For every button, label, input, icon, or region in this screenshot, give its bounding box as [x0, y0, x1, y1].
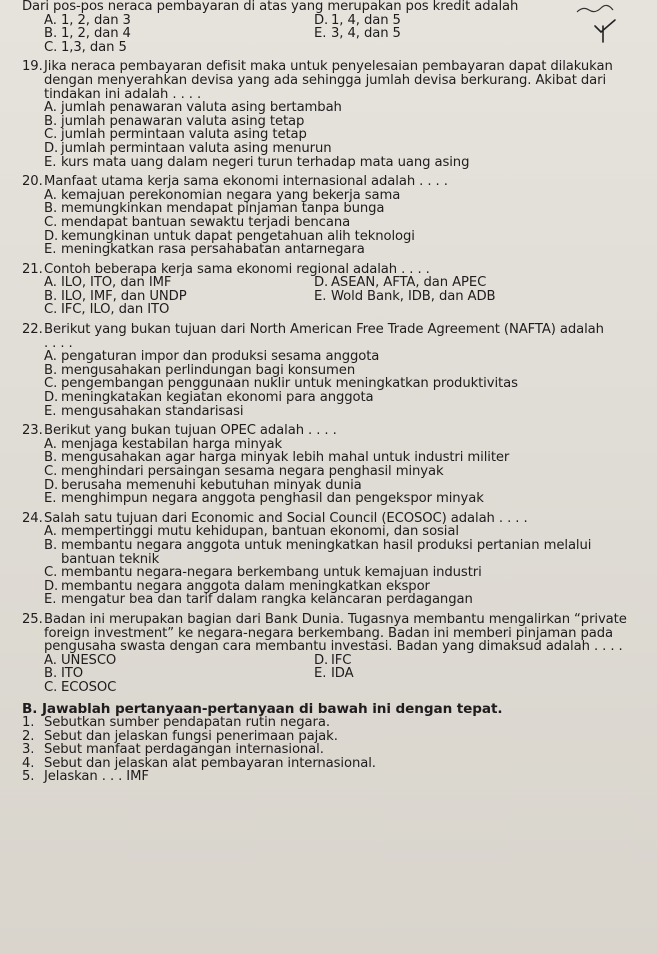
question-number: 20.: [22, 174, 43, 190]
question-25: [22, 613, 650, 695]
option-d[interactable]: D. IFC: [314, 652, 352, 668]
option-c[interactable]: C. IFC, ILO, dan ITO: [44, 302, 170, 318]
option-a[interactable]: A. jumlah penawaran valuta asing bertambah: [44, 100, 342, 116]
question-text: Dari pos-pos neraca pembayaran di atas yang merupakan pos kredit adalah: [22, 0, 519, 14]
question-22: [22, 323, 650, 418]
question-number: 25.: [22, 611, 43, 627]
option-a[interactable]: A. ILO, ITO, dan IMF: [44, 275, 172, 291]
question-text: Badan ini merupakan bagian dari Bank Dunia. Tugasnya membantu mengalirkan “private: [44, 611, 627, 627]
question-18-tail: [22, 0, 650, 54]
option-e[interactable]: E. kurs mata uang dalam negeri turun terhadap mata uang asing: [44, 154, 470, 170]
section-b-heading: B. Jawablah pertanyaan-pertanyaan di bawah ini dengan tepat.: [22, 700, 503, 717]
option-d[interactable]: D. jumlah permintaan valuta asing menurun: [44, 140, 332, 156]
question-text: Jika neraca pembayaran defisit maka untuk penyelesaian pembayaran dapat dilakukan: [44, 59, 613, 75]
option-c[interactable]: C. menghindari persaingan sesama negara penghasil minyak: [44, 464, 444, 479]
question-text: . . . .: [44, 335, 73, 351]
question-21: [22, 263, 650, 317]
question-number: 24.: [22, 510, 43, 526]
option-e[interactable]: E. menghimpun negara anggota penghasil dan pengekspor minyak: [44, 491, 484, 507]
option-e[interactable]: E. 3, 4, dan 5: [314, 26, 401, 42]
essay-item: 3. Sebut manfaat perdagangan internasional.: [22, 742, 324, 758]
question-number: 23.: [22, 423, 43, 439]
question-text: foreign investment” ke negara-negara berkembang. Badan ini memberi pinjaman pada: [44, 625, 614, 641]
question-20: [22, 175, 650, 257]
option-a[interactable]: A. kemajuan perekonomian negara yang bekerja sama: [44, 187, 401, 203]
option-a[interactable]: A. 1, 2, dan 3: [44, 12, 131, 28]
option-b-continued: bantuan teknik: [61, 551, 160, 567]
option-c[interactable]: C. jumlah permintaan valuta asing tetap: [44, 127, 307, 143]
option-d[interactable]: D. kemungkinan untuk dapat pengetahuan alih teknologi: [44, 228, 415, 244]
question-23: [22, 424, 650, 506]
option-e[interactable]: E. meningkatkan rasa persahabatan antarnegara: [44, 242, 365, 258]
option-a[interactable]: A. mempertinggi mutu kehidupan, bantuan ekonomi, dan sosial: [44, 524, 459, 540]
option-d[interactable]: D. meningkatakan kegiatan ekonomi para anggota: [44, 390, 374, 406]
option-b[interactable]: B. memungkinkan mendapat pinjaman tanpa bunga: [44, 201, 385, 217]
question-text: Manfaat utama kerja sama ekonomi internasional adalah . . . .: [44, 174, 448, 190]
option-c[interactable]: C. ECOSOC: [44, 679, 117, 695]
essay-item: 1. Sebutkan sumber pendapatan rutin negara.: [22, 715, 330, 731]
option-b[interactable]: B. mengusahakan agar harga minyak lebih mahal untuk industri militer: [44, 450, 510, 466]
option-a[interactable]: A. menjaga kestabilan harga minyak: [44, 436, 283, 452]
question-number: 22.: [22, 322, 43, 338]
option-e[interactable]: E. mengatur bea dan tarif dalam rangka kelancaran perdagangan: [44, 592, 473, 608]
option-e[interactable]: E. Wold Bank, IDB, dan ADB: [314, 288, 496, 304]
option-c[interactable]: C. membantu negara-negara berkembang untuk kemajuan industri: [44, 565, 482, 581]
option-d[interactable]: D. ASEAN, AFTA, dan APEC: [314, 275, 487, 291]
question-text: Contoh beberapa kerja sama ekonomi regional adalah . . . .: [44, 261, 430, 277]
option-b[interactable]: B. ILO, IMF, dan UNDP: [44, 288, 187, 304]
essay-item: 5. Jelaskan . . . IMF: [22, 769, 149, 785]
essay-item: 4. Sebut dan jelaskan alat pembayaran internasional.: [22, 755, 376, 771]
question-text: dengan menyerahkan devisa yang ada sehingga jumlah devisa berkurang. Akibat dari: [44, 72, 607, 88]
option-c[interactable]: C. 1,3, dan 5: [44, 39, 127, 55]
option-d[interactable]: D. 1, 4, dan 5: [314, 12, 401, 28]
option-e[interactable]: E. mengusahakan standarisasi: [44, 403, 244, 419]
option-c[interactable]: C. mendapat bantuan sewaktu terjadi bencana: [44, 214, 351, 230]
option-b[interactable]: B. membantu negara anggota untuk meningkatkan hasil produksi pertanian melalui: [44, 537, 592, 553]
option-b[interactable]: B. ITO: [44, 666, 84, 682]
question-number: 19.: [22, 59, 43, 75]
question-text: Berikut yang bukan tujuan OPEC adalah . . . .: [44, 423, 337, 439]
question-24: [22, 512, 650, 607]
option-e[interactable]: E. IDA: [314, 666, 354, 682]
question-text: Berikut yang bukan tujuan dari North American Free Trade Agreement (NAFTA) adalah: [44, 322, 604, 338]
option-c[interactable]: C. pengembangan penggunaan nuklir untuk meningkatkan produktivitas: [44, 376, 518, 392]
question-list: [22, 0, 650, 784]
option-a[interactable]: A. UNESCO: [44, 652, 117, 668]
option-b[interactable]: B. jumlah penawaran valuta asing tetap: [44, 113, 305, 129]
essay-question-list: [22, 716, 650, 784]
question-text: tindakan ini adalah . . . .: [44, 86, 202, 102]
question-number: 21.: [22, 261, 43, 277]
option-b[interactable]: B. 1, 2, dan 4: [44, 26, 131, 42]
option-d[interactable]: D. membantu negara anggota dalam meningkatkan ekspor: [44, 578, 430, 594]
question-text: pengusaha swasta dengan cara membantu investasi. Badan yang dimaksud adalah . . . .: [44, 639, 623, 655]
option-d[interactable]: D. berusaha memenuhi kebutuhan minyak dunia: [44, 477, 362, 493]
option-a[interactable]: A. pengaturan impor dan produksi sesama anggota: [44, 349, 380, 365]
question-19: [22, 60, 650, 169]
essay-item: 2. Sebut dan jelaskan fungsi penerimaan pajak.: [22, 728, 338, 744]
option-b[interactable]: B. mengusahakan perlindungan bagi konsumen: [44, 362, 356, 378]
question-text: Salah satu tujuan dari Economic and Social Council (ECOSOC) adalah . . . .: [44, 510, 528, 526]
